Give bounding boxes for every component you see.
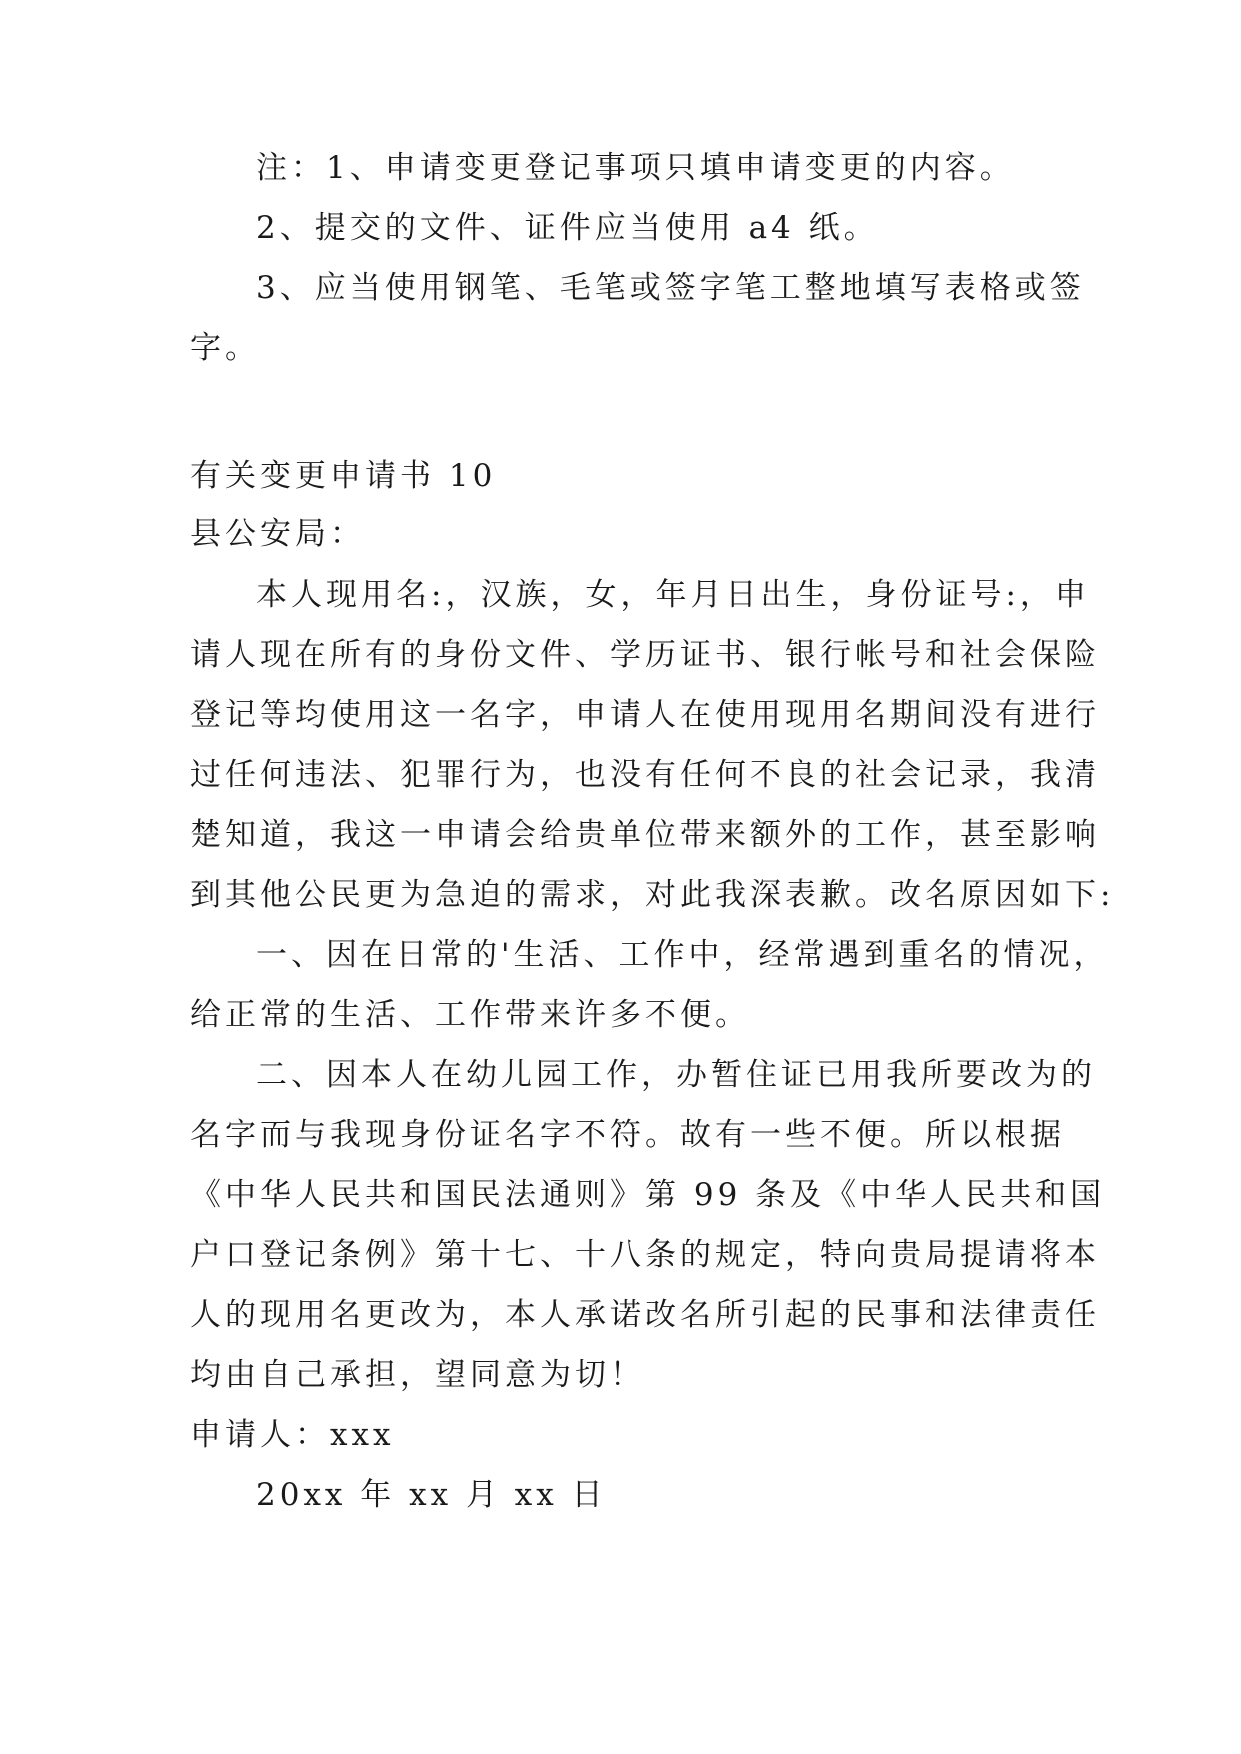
- letter-date: 20xx 年 xx 月 xx 日: [256, 1477, 607, 1513]
- paragraph-line: 户口登记条例》第十七、十八条的规定，特向贵局提请将本: [190, 1237, 1100, 1273]
- paragraph-line: 人的现用名更改为，本人承诺改名所引起的民事和法律责任: [190, 1297, 1100, 1333]
- paragraph-line: 过任何违法、犯罪行为，也没有任何不良的社会记录，我清: [190, 757, 1100, 793]
- paragraph-line: 名字而与我现身份证名字不符。故有一些不便。所以根据: [190, 1117, 1065, 1153]
- note-2: 2、提交的文件、证件应当使用 a4 纸。: [256, 210, 879, 246]
- paragraph-line: 给正常的生活、工作带来许多不便。: [190, 997, 750, 1033]
- paragraph-line: 一、因在日常的'生活、工作中，经常遇到重名的情况，: [256, 937, 1109, 973]
- note-3-continued: 字。: [190, 330, 260, 366]
- paragraph-line: 《中华人民共和国民法通则》第 99 条及《中华人民共和国: [190, 1177, 1106, 1213]
- paragraph-line: 到其他公民更为急迫的需求，对此我深表歉。改名原因如下:: [190, 877, 1115, 913]
- paragraph-line: 均由自己承担，望同意为切！: [190, 1357, 645, 1393]
- paragraph-line: 请人现在所有的身份文件、学历证书、银行帐号和社会保险: [190, 637, 1100, 673]
- recipient: 县公安局：: [190, 516, 365, 552]
- letter-title: 有关变更申请书 10: [190, 458, 497, 494]
- paragraph-line: 二、因本人在幼儿园工作，办暂住证已用我所要改为的: [256, 1057, 1096, 1093]
- note-1: 注：1、申请变更登记事项只填申请变更的内容。: [256, 150, 1015, 186]
- note-3: 3、应当使用钢笔、毛笔或签字笔工整地填写表格或签: [256, 270, 1085, 306]
- paragraph-line: 楚知道，我这一申请会给贵单位带来额外的工作，甚至影响: [190, 817, 1100, 853]
- paragraph-line: 本人现用名:，汉族，女，年月日出生，身份证号:，申: [256, 577, 1090, 613]
- paragraph-line: 登记等均使用这一名字，申请人在使用现用名期间没有进行: [190, 697, 1100, 733]
- applicant-signature: 申请人：xxx: [190, 1417, 395, 1453]
